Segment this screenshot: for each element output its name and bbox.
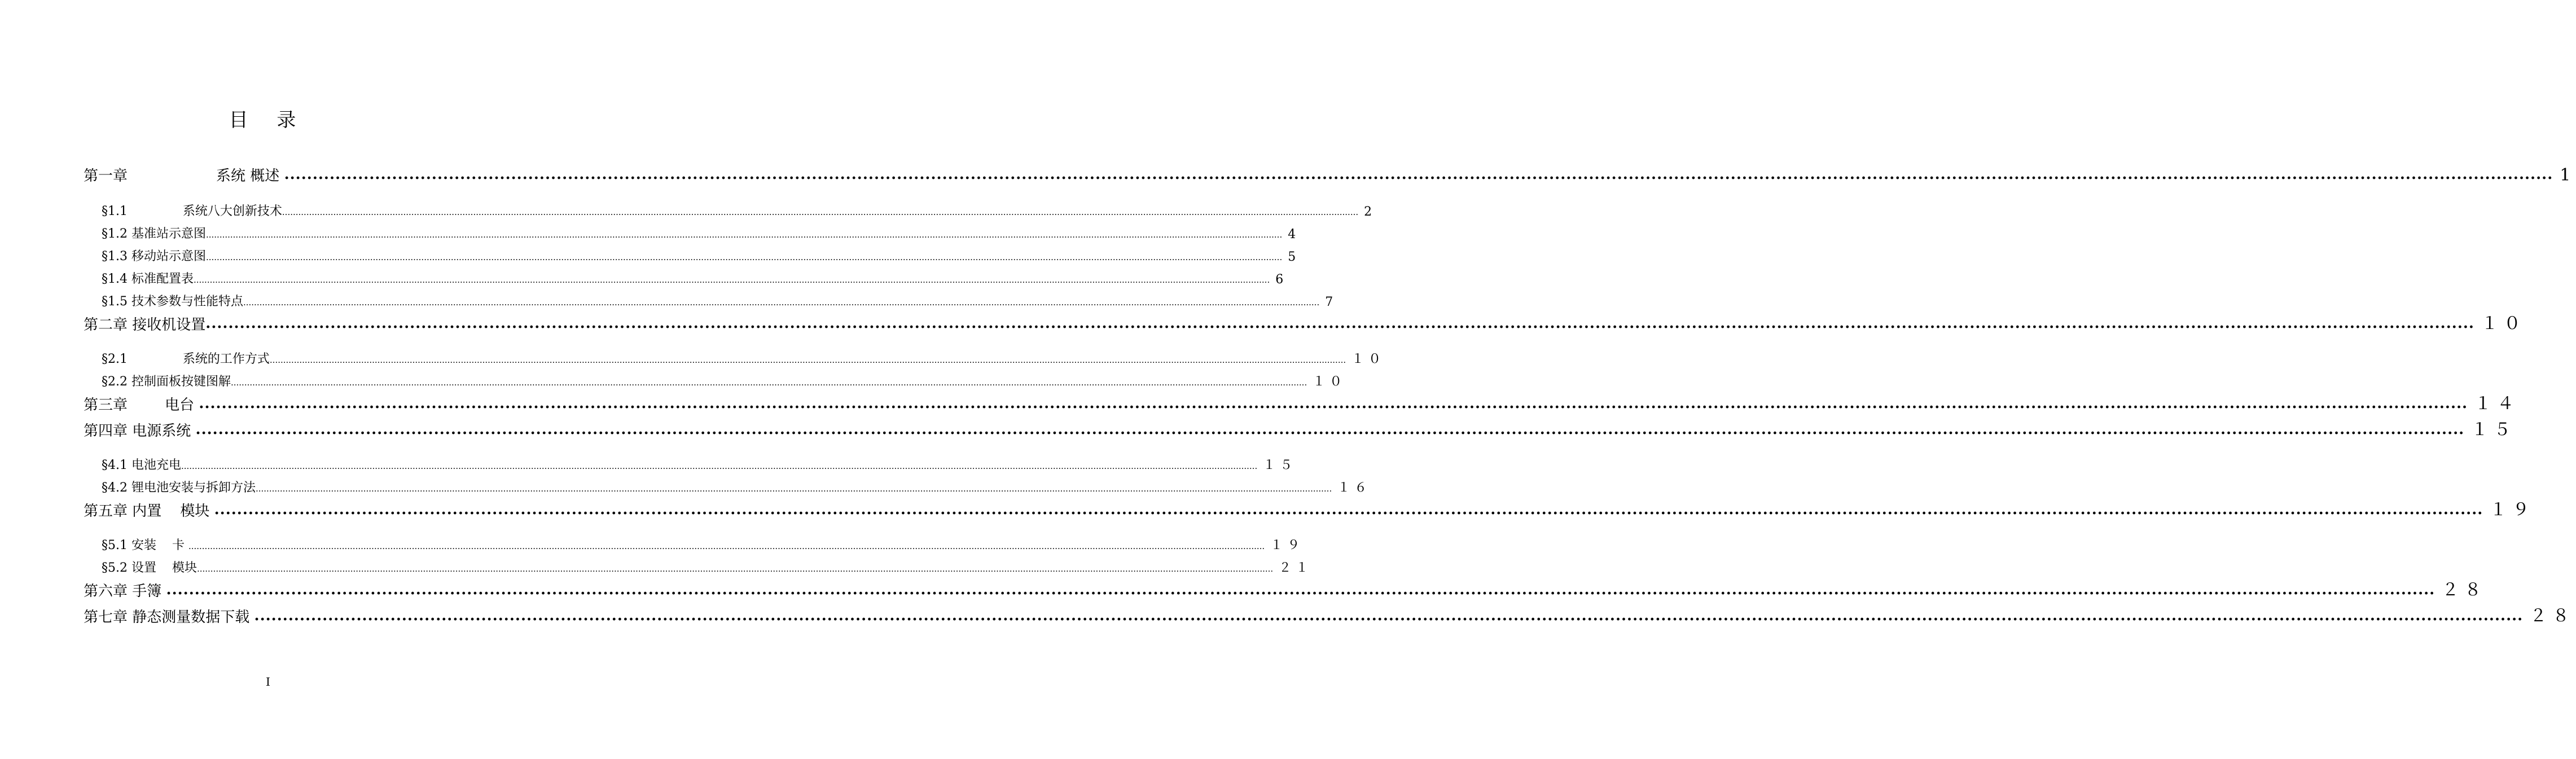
toc-leader-dots: ................................................................................................................................................................................................................................................................................................................................................................................................................ [284,166,2553,183]
toc-chapter-entry[interactable] [84,606,2575,626]
toc-entry-page: 5 [1288,250,1301,264]
toc-chapter-entry[interactable] [84,314,2526,334]
toc-chapter-entry[interactable] [84,394,2520,414]
toc-entry-page: 4 [1288,227,1301,242]
toc-leader-dots: ................................................................................................................................................................................................................................................................................................................................................................................................................ [205,252,1283,262]
toc-entry-label: §2.1 系统的工作方式 [102,352,270,366]
toc-leader-dots: ................................................................................................................................................................................................................................................................................................................................................................................................................ [199,395,2468,412]
toc-chapter-entry[interactable] [84,500,2535,520]
toc-entry-page: ２８ [2442,580,2487,600]
toc-leader-dots: ................................................................................................................................................................................................................................................................................................................................................................................................................ [188,541,1265,551]
toc-leader-dots: ................................................................................................................................................................................................................................................................................................................................................................................................................ [214,501,2483,518]
page-number-footer: I [266,675,270,688]
toc-leader-dots: ................................................................................................................................................................................................................................................................................................................................................................................................................ [269,355,1346,365]
toc-leader-dots: ................................................................................................................................................................................................................................................................................................................................................................................................................ [205,230,1283,240]
toc-entry-page: １５ [1263,458,1297,472]
toc-section-entry[interactable] [102,266,1288,287]
toc-entry-label: 第一章 系统 概述 [84,168,284,185]
toc-section-entry[interactable] [102,221,1301,242]
toc-entry-page: １０ [1313,375,1347,389]
toc-section-entry[interactable] [102,555,1313,576]
toc-section-entry[interactable] [102,453,1297,473]
toc-leader-dots: ................................................................................................................................................................................................................................................................................................................................................................................................................ [166,581,2435,598]
toc-entry-label: §1.1 系统八大创新技术 [102,204,282,218]
toc-entry-label: §4.1 电池充电 [102,458,181,472]
toc-entry-page: 1 [2560,165,2576,185]
toc-section-entry[interactable] [102,475,1372,495]
toc-section-entry[interactable] [102,369,1347,389]
toc-entry-page: １９ [1270,538,1305,552]
toc-section-entry[interactable] [102,346,1386,367]
toc-entry-label: §1.2 基准站示意图 [102,227,206,241]
toc-entry-label: 第五章 内置 模块 [84,503,214,520]
toc-leader-dots: ................................................................................................................................................................................................................................................................................................................................................................................................................ [254,607,2524,624]
toc-leader-dots: ................................................................................................................................................................................................................................................................................................................................................................................................................ [205,315,2474,332]
toc-entry-page: ２１ [1279,561,1313,575]
toc-chapter-entry[interactable] [84,165,2576,185]
toc-entry-label: 第六章 手簿 [84,583,166,600]
toc-leader-dots: ................................................................................................................................................................................................................................................................................................................................................................................................................ [230,378,1307,388]
toc-entry-label: §1.3 移动站示意图 [102,249,206,264]
toc-entry-page: １９ [2490,500,2535,520]
page-title: 目 录 [229,109,308,131]
toc-entry-page: １６ [1337,481,1372,495]
toc-entry-label: 第三章 电台 [84,397,199,414]
toc-entry-label: §2.2 控制面板按键图解 [102,375,231,389]
toc-entry-page: １４ [2474,394,2520,414]
toc-entry-page: 2 [1364,205,1377,219]
toc-entry-page: １０ [1351,352,1386,366]
toc-entry-label: 第七章 静态测量数据下载 [84,609,254,626]
toc-chapter-entry[interactable] [84,580,2487,600]
toc-chapter-entry[interactable] [84,420,2517,440]
toc-leader-dots: ................................................................................................................................................................................................................................................................................................................................................................................................................ [195,421,2465,438]
toc-leader-dots: ................................................................................................................................................................................................................................................................................................................................................................................................................ [196,564,1274,574]
toc-leader-dots: ................................................................................................................................................................................................................................................................................................................................................................................................................ [282,207,1359,217]
toc-leader-dots: ................................................................................................................................................................................................................................................................................................................................................................................................................ [181,461,1258,471]
toc-leader-dots: ................................................................................................................................................................................................................................................................................................................................................................................................................ [243,297,1320,308]
toc-section-entry[interactable] [102,199,1377,219]
toc-leader-dots: ................................................................................................................................................................................................................................................................................................................................................................................................................ [193,275,1270,285]
toc-entry-page: １０ [2481,314,2526,334]
toc-leader-dots: ................................................................................................................................................................................................................................................................................................................................................................................................................ [255,484,1332,494]
toc-entry-label: §5.2 设置 模块 [102,561,197,575]
toc-section-entry[interactable] [102,244,1301,264]
toc-entry-label: 第四章 电源系统 [84,423,196,440]
toc-entry-page: 6 [1275,273,1288,287]
toc-entry-page: ２８ [2530,606,2575,626]
toc-entry-label: §1.4 标准配置表 [102,272,194,286]
toc-entry-label: §5.1 安装 卡 [102,538,188,552]
toc-entry-label: 第二章 接收机设置 [84,317,206,334]
toc-entry-page: 7 [1325,295,1338,309]
toc-section-entry[interactable] [102,533,1305,553]
toc-entry-page: １５ [2471,420,2517,440]
toc-entry-label: §4.2 锂电池安装与拆卸方法 [102,481,256,495]
toc-entry-label: §1.5 技术参数与性能特点 [102,295,243,309]
toc-section-entry[interactable] [102,289,1338,309]
